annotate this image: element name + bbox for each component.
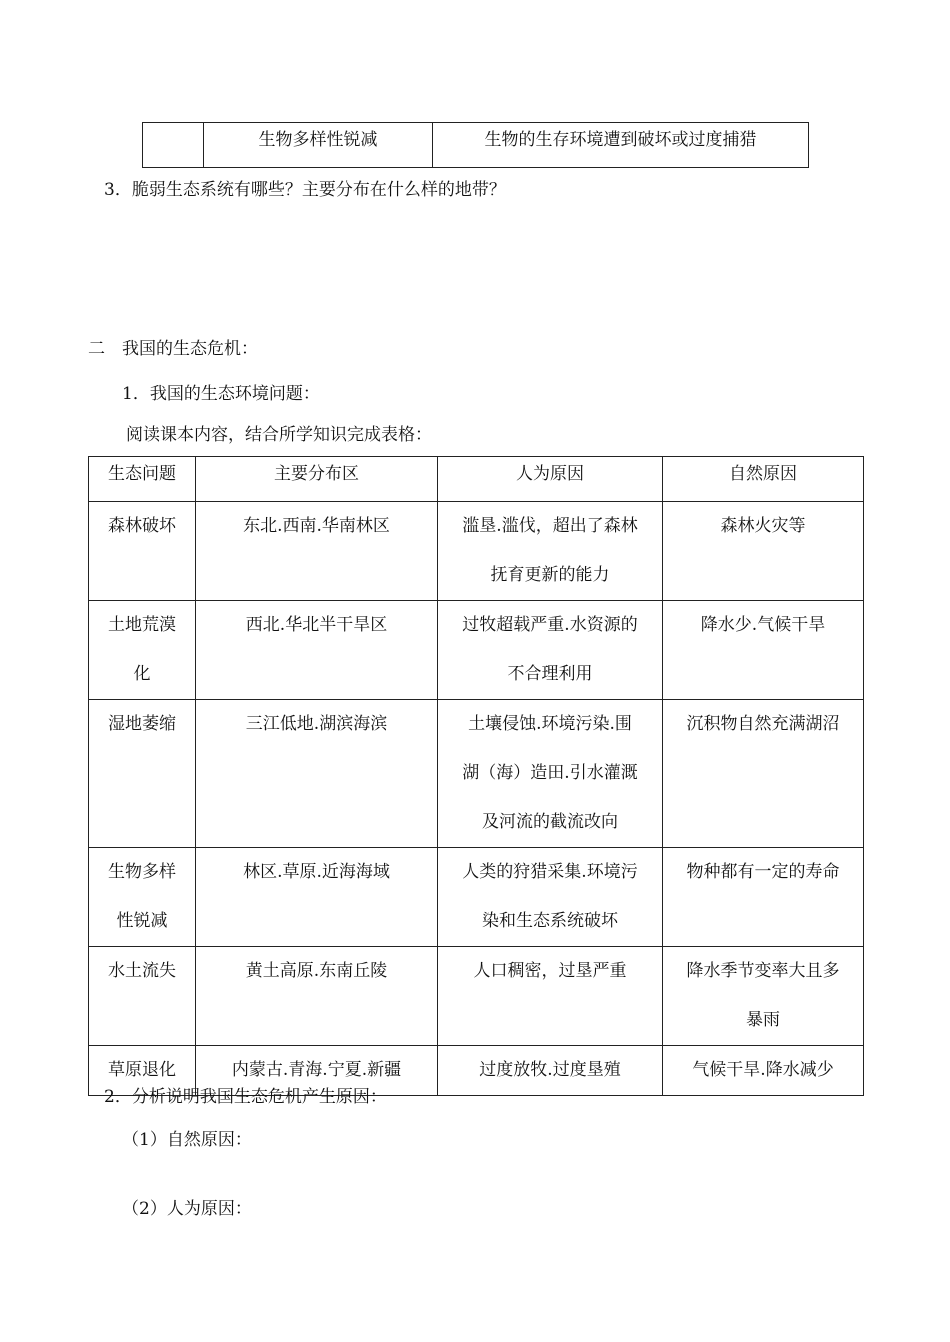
cell-line: 人类的狩猎采集.环境污 xyxy=(462,862,638,882)
table-cell-area xyxy=(196,700,438,848)
cell-line: 湿地萎缩 xyxy=(108,714,176,734)
table-cell: 生物多样性锐减 xyxy=(204,123,433,168)
cell-line: 降水季节变率大且多 xyxy=(686,961,840,981)
cell-line: 降水少.气候干旱 xyxy=(700,615,826,635)
table-header-row xyxy=(89,457,864,502)
table-cell-problem xyxy=(89,848,196,947)
cell-line: 西北.华北半干旱区 xyxy=(245,615,388,635)
table-cell-problem xyxy=(89,601,196,700)
cell-line: 水土流失 xyxy=(108,961,176,981)
cell-line: 森林火灾等 xyxy=(720,516,806,536)
table-cell-area xyxy=(196,601,438,700)
cell-line: 气候干旱.降水减少 xyxy=(692,1060,834,1080)
cell-line: 湖（海）造田.引水灌溉 xyxy=(462,763,638,783)
cell-line: 过牧超载严重.水资源的 xyxy=(462,615,638,635)
cell-line: 染和生态系统破坏 xyxy=(482,911,618,931)
table-cell-natural xyxy=(663,1046,864,1096)
table-cell-natural xyxy=(663,848,864,947)
cell-line: 东北.西南.华南林区 xyxy=(243,516,390,536)
item-1-heading: 1．我国的生态环境问题： xyxy=(122,384,320,404)
table-cell-problem xyxy=(89,502,196,601)
table-cell-human xyxy=(438,502,663,601)
table-cell-human xyxy=(438,1046,663,1096)
header-cell: 人为原因 xyxy=(438,457,663,502)
cell-line: 林区.草原.近海海域 xyxy=(243,862,390,882)
section-heading: 二 我国的生态危机： xyxy=(88,339,258,359)
table-body xyxy=(89,502,864,1096)
table-cell xyxy=(143,123,204,168)
cell-line: 人口稠密，过垦严重 xyxy=(473,961,627,981)
table-row xyxy=(143,123,809,168)
table-cell-human xyxy=(438,601,663,700)
table-cell-area xyxy=(196,848,438,947)
cell-line: 沉积物自然充满湖沼 xyxy=(686,714,840,734)
cell-line: 性锐减 xyxy=(116,911,168,931)
table-row xyxy=(89,601,864,700)
header-cell: 生态问题 xyxy=(89,457,196,502)
question-3: 3．脆弱生态系统有哪些？主要分布在什么样的地带？ xyxy=(104,180,506,200)
sub-item-human: （2）人为原因： xyxy=(122,1199,252,1219)
header-cell: 主要分布区 xyxy=(196,457,438,502)
item-2-heading: 2．分析说明我国生态危机产生原因： xyxy=(104,1087,387,1107)
table-cell-natural xyxy=(663,601,864,700)
sub-item-natural: （1）自然原因： xyxy=(122,1130,252,1150)
table-row xyxy=(89,502,864,601)
table-cell-problem xyxy=(89,947,196,1046)
eco-problems-table xyxy=(88,456,864,1096)
cell-line: 三江低地.湖滨海滨 xyxy=(245,714,388,734)
cell-line: 内蒙古.青海.宁夏.新疆 xyxy=(231,1060,402,1080)
cell-line: 过度放牧.过度垦殖 xyxy=(479,1060,621,1080)
cell-line: 滥垦.滥伐，超出了森林 xyxy=(462,516,638,536)
table-cell-human xyxy=(438,848,663,947)
table-row xyxy=(89,947,864,1046)
table-row xyxy=(89,848,864,947)
header-cell: 自然原因 xyxy=(663,457,864,502)
table-cell: 生物的生存环境遭到破坏或过度捕猎 xyxy=(433,123,809,168)
table-cell-natural xyxy=(663,947,864,1046)
table-cell-natural xyxy=(663,502,864,601)
cell-line: 不合理利用 xyxy=(507,664,593,684)
instruction-text: 阅读课本内容，结合所学知识完成表格： xyxy=(126,425,432,445)
cell-line: 生物多样 xyxy=(108,862,176,882)
table-cell-human xyxy=(438,700,663,848)
cell-line: 草原退化 xyxy=(108,1060,176,1080)
table-cell-human xyxy=(438,947,663,1046)
cell-line: 抚育更新的能力 xyxy=(490,565,610,585)
cell-line: 化 xyxy=(133,664,151,684)
table-cell-area xyxy=(196,502,438,601)
cell-line: 森林破坏 xyxy=(108,516,176,536)
cell-line: 土壤侵蚀.环境污染.围 xyxy=(468,714,632,734)
table-cell-problem xyxy=(89,700,196,848)
table-cell-area xyxy=(196,947,438,1046)
top-table-fragment xyxy=(142,122,809,168)
table-row xyxy=(89,700,864,848)
cell-line: 及河流的截流改向 xyxy=(482,812,618,832)
cell-line: 土地荒漠 xyxy=(108,615,176,635)
cell-line: 物种都有一定的寿命 xyxy=(686,862,840,882)
table-cell-natural xyxy=(663,700,864,848)
cell-line: 黄土高原.东南丘陵 xyxy=(245,961,388,981)
cell-line: 暴雨 xyxy=(746,1010,780,1030)
